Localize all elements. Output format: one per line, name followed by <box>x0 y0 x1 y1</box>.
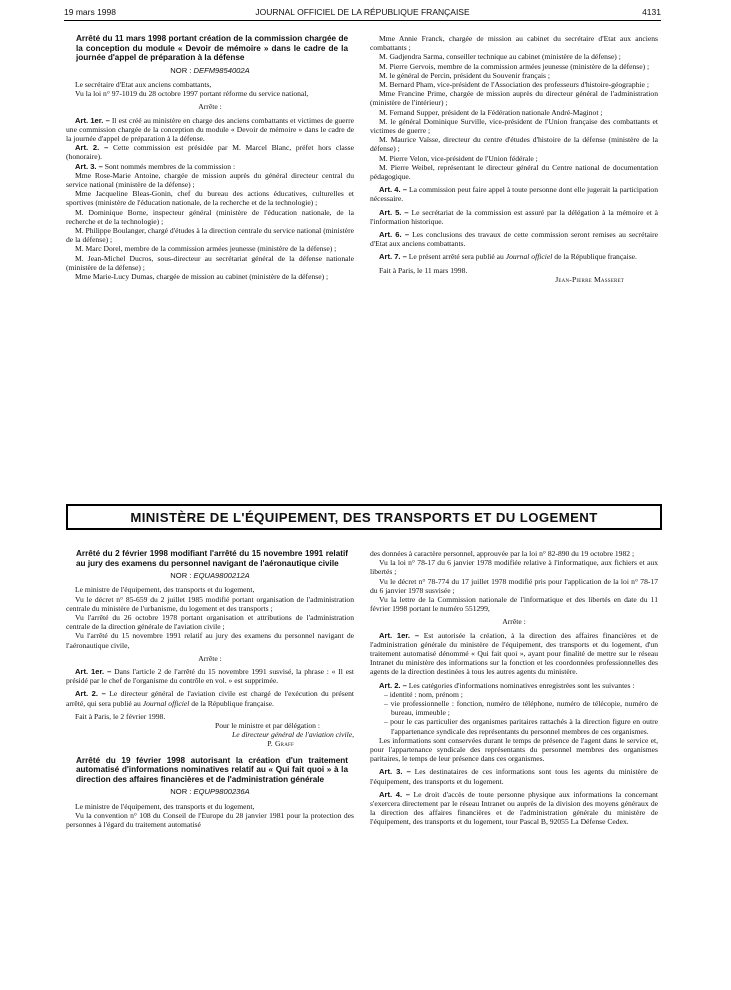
article-3: Art. 3. – Sont nommés membres de la commission : <box>75 161 236 171</box>
list-item: – identité : nom, prénom ; <box>384 689 463 699</box>
paragraph: Vu la convention n° 108 du Conseil de l'Europe du 28 janvier 1981 pour la protection des personnes à l'égard du traitement automatisé <box>66 810 354 830</box>
decree-title-2: Arrêté du 19 février 1998 autorisant la création d'un traitement automatisé d'informations nominatives relatif au « Qui fait quoi » à la direction des affaires financières et de l'administration générale <box>76 755 348 784</box>
article-1: Art. 1er. – Dans l'article 2 de l'arrêté du 15 novembre 1991 susvisé, la phrase : « Il est présidé par le chef de l'organisme du contrôle en vol. » est supprimée. <box>66 667 355 686</box>
paragraph: Le ministre de l'équipement, des transports et du logement, <box>75 801 255 811</box>
member-item: M. Philippe Boulanger, chargé d'études à la direction centrale du service national (ministère de la défense) ; <box>66 226 354 245</box>
member-item: M. Gadjendra Sarma, conseiller technique au cabinet (ministère de la défense) ; <box>379 52 621 62</box>
paragraph: Le secrétaire d'Etat aux anciens combattants, <box>75 79 212 89</box>
paragraph: Les informations sont conservées durant le temps de présence de l'agent dans le service et, pour l'appartenance syndicale des représentants du personnel membres des organismes paritaires, le temps de leur présence dans ces organismes. <box>370 735 658 764</box>
signatory-title: Le directeur général de l'aviation civile, <box>232 730 354 740</box>
paragraph: Vu la loi n° 97-1019 du 28 octobre 1997 portant réforme du service national, <box>75 89 309 99</box>
member-item: Mme Rose-Marie Antoine, chargée de mission auprès du général directeur central du service national (ministère de la défense) ; <box>66 170 354 190</box>
member-item: M. Dominique Borne, inspecteur général (ministère de l'éducation nationale, de la recherche et de la technologie) ; <box>66 207 354 226</box>
arrete-heading: Arrête : <box>502 617 526 627</box>
signed-date: Fait à Paris, le 2 février 1998. <box>75 711 166 721</box>
bottom-right-column <box>370 549 658 827</box>
nor-reference: NOR : DEFM9854002A <box>170 65 250 75</box>
paragraph: Vu le décret n° 78-774 du 17 juillet 1978 modifié pris pour l'application de la loi n° 78-17 du 6 janvier 1978 susvisée ; <box>370 576 658 595</box>
top-left-column <box>66 34 354 281</box>
ministry-banner: MINISTÈRE DE L'ÉQUIPEMENT, DES TRANSPORTS ET DU LOGEMENT <box>66 504 662 530</box>
info-categories-list <box>370 690 658 736</box>
article-2: Art. 2. – Les catégories d'informations nominatives enregistrées sont les suivantes : <box>379 680 635 690</box>
member-item: M. le général Dominique Surville, vice-président de l'Union française des combattants et victimes de guerre ; <box>370 116 658 136</box>
signed-date: Fait à Paris, le 11 mars 1998. <box>379 265 468 275</box>
bottom-left-column <box>66 549 354 829</box>
header-journal-title: JOURNAL OFFICIEL DE LA RÉPUBLIQUE FRANÇAISE <box>255 7 470 17</box>
article-1: Art. 1er. – Il est créé au ministère en charge des anciens combattants et victimes de guerre une commission chargée de la conception du module « Devoir de mémoire » dans le cadre de la journée d'appel de préparation à la défense. <box>66 115 354 143</box>
paragraph: Le ministre de l'équipement, des transports et du logement, <box>75 585 255 595</box>
article-3: Art. 3. – Les destinataires de ces informations sont tous les agents du ministère de l'équipement, des transports et du logement. <box>370 767 658 786</box>
header-page-number: 4131 <box>642 7 661 17</box>
member-item: M. Maurice Vaïsse, directeur du centre d'études d'histoire de la défense (ministère de la défense) ; <box>370 135 658 154</box>
nor-reference-2: NOR : EQUP9800236A <box>170 787 250 797</box>
article-5: Art. 5. – Le secrétariat de la commission est assuré par la délégation à la mémoire et à l'information historique. <box>370 207 658 226</box>
nor-reference: NOR : EQUA9800212A <box>170 571 250 581</box>
member-item: M. Pierre Weibel, représentant le directeur général du Centre national de documentation pédagogique. <box>370 162 658 182</box>
member-item: Mme Marie-Lucy Dumas, chargée de mission au cabinet (ministère de la défense) ; <box>75 272 329 282</box>
member-item: M. Pierre Gervois, membre de la commission armées jeunesse (ministère de la défense) ; <box>379 61 650 71</box>
article-7: Art. 7. – Le présent arrêté sera publié au Journal officiel de la République française. <box>379 252 637 262</box>
article-6: Art. 6. – Les conclusions des travaux de cette commission seront remises au secrétaire d'Etat aux anciens combattants. <box>370 230 659 249</box>
decree-title: Arrêté du 2 février 1998 modifiant l'arrêté du 15 novembre 1991 relatif au jury des examens du personnel navigant de l'aéronautique civile <box>76 549 348 568</box>
delegation-line: Pour le ministre et par délégation : <box>214 721 320 731</box>
paragraph: Vu l'arrêté du 26 octobre 1978 portant organisation et attributions de l'administration centrale de la direction générale de l'aviation civile ; <box>66 613 354 632</box>
article-4: Art. 4. – Le droit d'accès de toute personne physique aux informations la concernant s'exercera directement par le réseau Intranet ou auprès de la division des moyens généraux de la direction des affaires financières et de l'administration générale du ministère de l'équipement, des transports et du logement, tour Pascal B, 92055 La Défense Cedex. <box>370 789 658 827</box>
member-item: Mme Annie Franck, chargée de mission au cabinet du secrétaire d'Etat aux anciens combattants ; <box>370 34 658 53</box>
member-item: M. Marc Dorel, membre de la commission armées jeunesse (ministère de la défense) ; <box>75 244 337 254</box>
decree-title: Arrêté du 11 mars 1998 portant création de la commission chargée de la conception du module « Devoir de mémoire » dans le cadre de la journée d'appel de préparation à la défense <box>76 34 348 63</box>
arrete-heading: Arrête : <box>198 653 222 663</box>
list-item: – vie professionnelle : fonction, numéro de téléphone, numéro de télécopie, numéro de bureau, immeuble ; <box>384 699 658 718</box>
article-1: Art. 1er. – Est autorisée la création, à la direction des affaires financières et de l'administration générale du ministère de l'équipement, des transports et du logement, d'un traitement automatisé dénommé « Qui fait quoi », ayant pour finalité de mettre sur le réseau Intranet du ministère des informations sur la fonction et les coordonnées professionnelles des agents de la direction destinées à tous les autres agents du ministère. <box>370 630 658 677</box>
article-2: Art. 2. – Le directeur général de l'aviation civile est chargé de l'exécution du présent arrêté, qui sera publié au Journal officiel de la République française. <box>66 689 354 708</box>
article-4: Art. 4. – La commission peut faire appel à toute personne dont elle jugerait la participation nécessaire. <box>370 185 658 204</box>
member-item: M. Fernand Supper, président de la Fédération nationale André-Maginot ; <box>379 107 603 117</box>
paragraph: Vu l'arrêté du 15 novembre 1991 relatif au jury des examens du personnel navigant de l'aéronautique civile, <box>66 631 354 650</box>
member-item: Mme Francine Prime, chargée de mission auprès du directeur général de l'administration (ministère de l'intérieur) ; <box>370 89 658 108</box>
page-header <box>64 6 661 21</box>
member-item: M. le général de Percin, président du Souvenir français ; <box>379 70 551 80</box>
paragraph: Vu la loi n° 78-17 du 6 janvier 1978 modifiée relative à l'informatique, aux fichiers et aux libertés ; <box>370 558 658 577</box>
paragraph: Vu la lettre de la Commission nationale de l'informatique et des libertés en date du 11 février 1998 portant le numéro 551299, <box>370 595 658 614</box>
member-item: Mme Jacqueline Bleas-Gonin, chef du bureau des actions éducatives, culturelles et sportives (ministère de l'éducation nationale, de la recherche et de la technologie) ; <box>66 189 354 208</box>
arrete-heading: Arrête : <box>198 102 222 112</box>
member-item: M. Pierre Velon, vice-président de l'Union fédérale ; <box>379 153 538 163</box>
signature: Jean-Pierre Masseret <box>555 274 624 284</box>
member-item: M. Jean-Michel Ducros, sous-directeur au secrétariat général de la défense nationale (ministère de la défense) ; <box>66 253 354 272</box>
top-right-column <box>370 34 658 284</box>
member-item: M. Bernard Pham, vice-président de l'Association des professeurs d'histoire-géographie ; <box>379 80 649 90</box>
paragraph: Vu le décret n° 85-659 du 2 juillet 1985 modifié portant organisation de l'administration centrale du ministère de l'urbanisme, du logement et des transports ; <box>66 594 354 613</box>
signature: P. Graff <box>267 739 294 749</box>
list-item: – pour le cas particulier des organismes paritaires rattachés à la direction figure en outre l'appartenance syndicale des représentants du personnel membres de ces organismes. <box>384 717 658 736</box>
header-date: 19 mars 1998 <box>64 7 116 17</box>
article-2: Art. 2. – Cette commission est présidée par M. Marcel Blanc, préfet hors classe (honoraire). <box>66 143 354 162</box>
paragraph: des données à caractère personnel, approuvée par la loi n° 82-890 du 19 octobre 1982 ; <box>370 549 635 558</box>
